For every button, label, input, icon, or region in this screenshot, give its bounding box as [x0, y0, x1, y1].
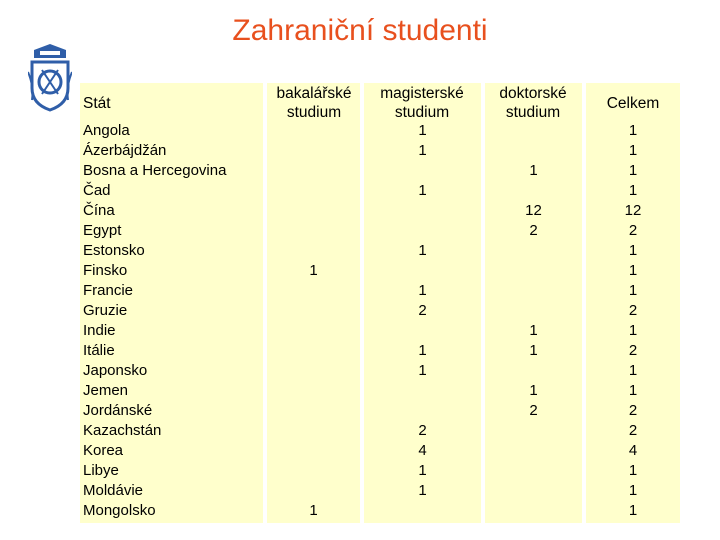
master-value [364, 161, 481, 181]
master-value: 1 [418, 342, 427, 359]
header-bachelor: bakalářské studium [276, 85, 352, 121]
country-name: Čína [83, 202, 115, 219]
master-value: 1 [418, 142, 427, 159]
bachelor-value [267, 341, 360, 361]
doctoral-value: 1 [529, 162, 538, 179]
country-name: Angola [83, 122, 130, 139]
total-value: 1 [628, 382, 638, 399]
total-value: 1 [628, 262, 638, 279]
total-value: 1 [628, 142, 638, 159]
country-name: Bosna a Hercegovina [83, 162, 227, 179]
total-value: 1 [628, 282, 638, 299]
country-name: Jordánské [83, 402, 153, 419]
doctoral-value [485, 121, 582, 141]
bachelor-value [267, 141, 360, 161]
doctoral-value [485, 301, 582, 321]
header-total: Celkem [606, 95, 660, 112]
master-value: 1 [418, 182, 427, 199]
bachelor-value [267, 321, 360, 341]
doctoral-value: 2 [529, 402, 538, 419]
master-value: 2 [418, 302, 427, 319]
bachelor-value: 1 [309, 262, 318, 279]
doctoral-value: 12 [525, 202, 542, 219]
bachelor-value [267, 201, 360, 221]
university-crest-icon [28, 42, 72, 112]
master-value: 1 [418, 482, 427, 499]
bachelor-value [267, 221, 360, 241]
total-value: 12 [624, 202, 642, 219]
bachelor-value [267, 181, 360, 201]
doctoral-value [485, 501, 582, 521]
bachelor-value [267, 481, 360, 501]
doctoral-value [485, 421, 582, 441]
country-name: Ázerbájdžán [83, 142, 167, 159]
total-value: 2 [628, 222, 638, 239]
total-value: 1 [628, 322, 638, 339]
country-name: Egypt [83, 222, 122, 239]
bachelor-value [267, 241, 360, 261]
bachelor-value [267, 421, 360, 441]
bachelor-value [267, 161, 360, 181]
total-value: 2 [628, 422, 638, 439]
doctoral-value: 1 [529, 382, 538, 399]
total-value: 1 [628, 182, 638, 199]
country-name: Itálie [83, 342, 115, 359]
country-name: Finsko [83, 262, 128, 279]
country-name: Japonsko [83, 362, 148, 379]
master-value: 4 [418, 442, 427, 459]
page-title: Zahraniční studenti [232, 14, 488, 47]
header-country: Stát [83, 95, 111, 112]
master-value [364, 401, 481, 421]
doctoral-value: 1 [529, 342, 538, 359]
master-value: 2 [418, 422, 427, 439]
bachelor-value [267, 461, 360, 481]
total-value: 1 [628, 122, 638, 139]
country-name: Libye [83, 462, 119, 479]
country-name: Čad [83, 182, 111, 199]
bachelor-value [267, 121, 360, 141]
total-value: 1 [628, 502, 638, 519]
country-name: Estonsko [83, 242, 145, 259]
total-value: 4 [628, 442, 638, 459]
doctoral-value [485, 441, 582, 461]
doctoral-value: 1 [529, 322, 538, 339]
doctoral-value [485, 261, 582, 281]
country-name: Mongolsko [83, 502, 156, 519]
total-value: 1 [628, 242, 638, 259]
master-value: 1 [418, 462, 427, 479]
total-value: 2 [628, 302, 638, 319]
header-doctoral: doktorské studium [499, 85, 567, 121]
total-value: 1 [628, 162, 638, 179]
total-value: 2 [628, 402, 638, 419]
total-value: 1 [628, 462, 638, 479]
master-value [364, 381, 481, 401]
doctoral-value [485, 181, 582, 201]
master-value [364, 261, 481, 281]
master-value [364, 321, 481, 341]
doctoral-value [485, 281, 582, 301]
master-value [364, 201, 481, 221]
master-value: 1 [418, 362, 427, 379]
country-name: Gruzie [83, 302, 128, 319]
total-value: 1 [628, 482, 638, 499]
country-name: Kazachstán [83, 422, 162, 439]
country-name: Korea [83, 442, 124, 459]
doctoral-value [485, 241, 582, 261]
total-value: 1 [628, 362, 638, 379]
doctoral-value [485, 361, 582, 381]
bachelor-value [267, 381, 360, 401]
master-value [364, 501, 481, 521]
bachelor-value [267, 441, 360, 461]
bachelor-value: 1 [309, 502, 318, 519]
master-value: 1 [418, 122, 427, 139]
country-name: Jemen [83, 382, 129, 399]
doctoral-value [485, 461, 582, 481]
header-master: magisterské studium [380, 85, 464, 121]
doctoral-value [485, 141, 582, 161]
doctoral-value: 2 [529, 222, 538, 239]
master-value: 1 [418, 242, 427, 259]
master-value: 1 [418, 282, 427, 299]
bachelor-value [267, 281, 360, 301]
bachelor-value [267, 401, 360, 421]
total-value: 2 [628, 342, 638, 359]
country-name: Moldávie [83, 482, 144, 499]
doctoral-value [485, 481, 582, 501]
bachelor-value [267, 301, 360, 321]
bachelor-value [267, 361, 360, 381]
master-value [364, 221, 481, 241]
country-name: Francie [83, 282, 134, 299]
country-name: Indie [83, 322, 116, 339]
